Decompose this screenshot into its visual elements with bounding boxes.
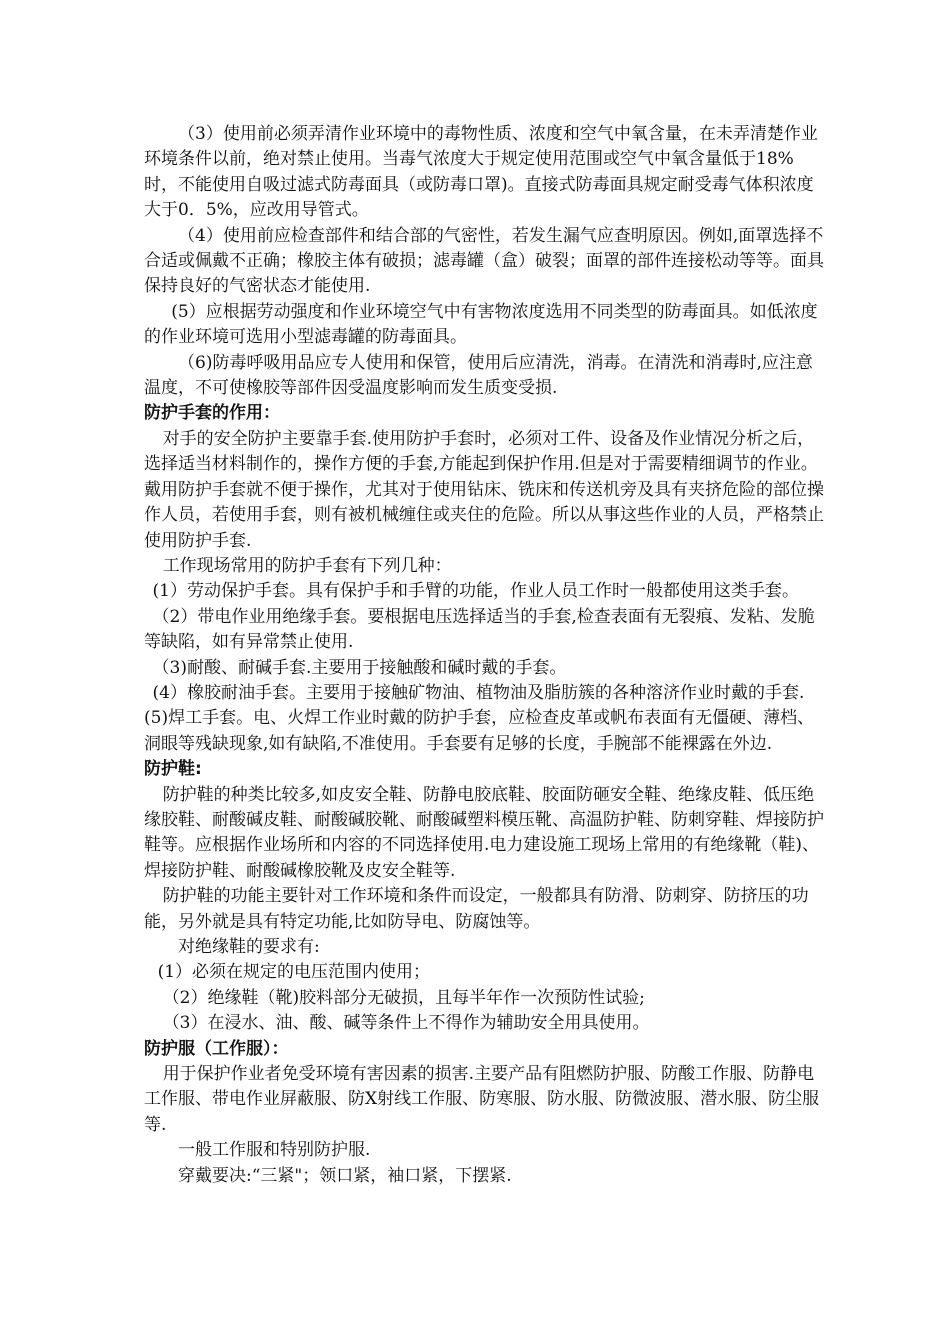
section-heading: 防护鞋: [144, 759, 202, 780]
section-heading: 防护服（工作服）： [144, 1038, 289, 1059]
body-paragraph: 一般工作服和特别防护服. [178, 1140, 371, 1161]
body-paragraph: （2）绝缘鞋（靴)胶料部分无破损，且每半年作一次预防性试验; [162, 987, 645, 1008]
body-paragraph: (5）应根据劳动强度和作业环境空气中有害物浓度选用不同类型的防毒面具。如低浓度的作业环境可选用小型滤毒罐的防毒面具。 [144, 301, 818, 348]
section-heading: 防护手套的作用： [144, 403, 280, 424]
body-paragraph: 防护鞋的功能主要针对工作环境和条件而设定，一般都具有防滑、防刺穿、防挤压的功能，另外就是具有特定功能,比如防导电、防腐蚀等。 [144, 886, 809, 932]
document-page [144, 122, 824, 1189]
body-paragraph: (4）橡胶耐油手套。主要用于接触矿物油、植物油及脂肪簇的各种溶济作业时戴的手套. (5)焊工手套。电、火焊工作业时戴的防护手套，应检查皮革或帆布表面有无僵硬、薄档、洞眼等残缺现象,如有缺陷,不准使用。手套要有足够的长度，手腕部不能裸露在外边. [144, 682, 822, 754]
body-paragraph: 穿戴要决:“三紧"；领口紧，袖口紧，下摆紧. [178, 1165, 512, 1186]
body-paragraph: （2）带电作业用绝缘手套。要根据电压选择适当的手套,检查表面有无裂痕、发粘、发脆等缺陷，如有异常禁止使用. [144, 606, 815, 653]
body-paragraph: （3）使用前必须弄清作业环境中的毒物性质、浓度和空气中氧含量，在未弄清楚作业环境条件以前，绝对禁止使用。当毒气浓度大于规定使用范围或空气中氧含量低于18%时，不能使用自吸过滤式防毒面具（或防毒口罩)。直接式防毒面具规定耐受毒气体积浓度大于0．5%，应改用导管式。 [144, 124, 818, 221]
body-paragraph: (1）劳动保护手套。具有保护手和手臂的功能，作业人员工作时一般都使用这类手套。 [152, 581, 799, 602]
body-paragraph: 对手的安全防护主要靠手套.使用防护手套时，必须对工件、设备及作业情况分析之后，选择适当材料制作的，操作方便的手套,方能起到保护作用.但是对于需要精细调节的作业。戴用防护手套就不便于操作，尤其对于使用钻床、铣床和传送机旁及具有夹挤危险的部位操作人员，若使用手套，则有被机械缠住或夹住的危险。所以从事这些作业的人员，严格禁止使用防护手套. [144, 428, 824, 551]
body-paragraph: 用于保护作业者免受环境有害因素的损害.主要产品有阻燃防护服、防酸工作服、防静电工作服、带电作业屏蔽服、防X射线工作服、防寒服、防水服、防微波服、潜水服、防尘服等. [144, 1064, 820, 1135]
body-paragraph: (1）必须在规定的电压范围内使用； [157, 962, 431, 983]
body-paragraph: 防护鞋的种类比较多,如皮安全鞋、防静电胶底鞋、胶面防砸安全鞋、绝缘皮鞋、低压绝缘胶鞋、耐酸碱皮鞋、耐酸碱胶靴、耐酸碱塑料模压靴、高温防护鞋、防刺穿鞋、焊接防护鞋等。应根据作业场所和内容的不同选择使用.电力建设施工现场上常用的有绝缘靴（鞋)、焊接防护鞋、耐酸碱橡胶靴及皮安全鞋等. [144, 784, 824, 881]
body-paragraph: 对绝缘鞋的要求有: [178, 937, 320, 957]
body-paragraph: （3）在浸水、油、酸、碱等条件上不得作为辅助安全用具使用。 [162, 1013, 650, 1034]
body-paragraph: 工作现场常用的防护手套有下列几种： [162, 555, 452, 576]
body-paragraph: （3)耐酸、耐碱手套.主要用于接触酸和碱时戴的手套。 [152, 657, 567, 678]
body-paragraph: （4）使用前应检查部件和结合部的气密性，若发生漏气应查明原因。例如,面罩选择不合适或佩戴不正确；橡胶主体有破损；滤毒罐（盒）破裂；面罩的部件连接松动等等。面具保持良好的气密状态才能使用. [144, 225, 824, 297]
body-paragraph: （6)防毒呼吸用品应专人使用和保管，使用后应清洗，消毒。在清洗和消毒时,应注意温度，不可使橡胶等部件因受温度影响而发生质变受损. [144, 352, 813, 399]
